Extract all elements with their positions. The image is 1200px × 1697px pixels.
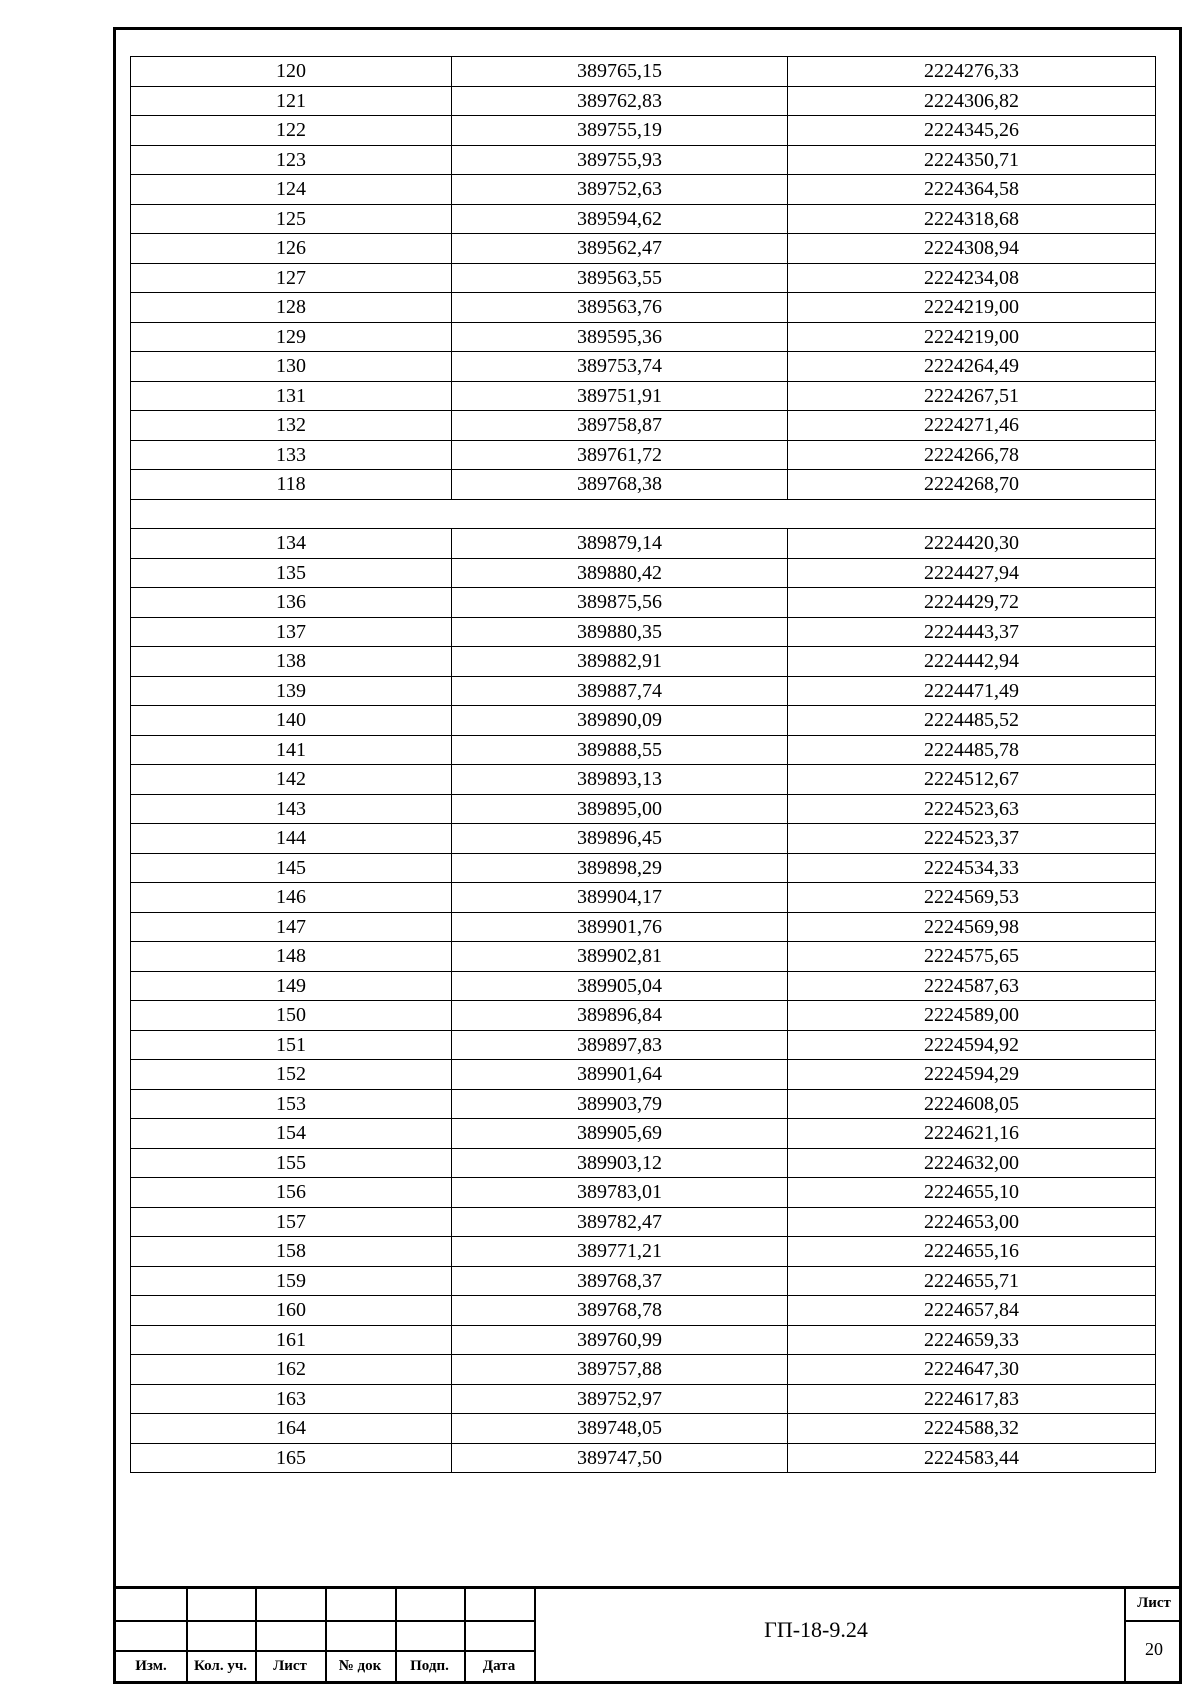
x-coordinate-cell: 389882,91 (452, 647, 788, 677)
table-row (131, 1325, 1156, 1355)
point-number-cell: 133 (131, 440, 452, 470)
table-row (131, 322, 1156, 352)
y-coordinate-cell: 2224219,00 (788, 322, 1156, 352)
x-coordinate-cell: 389751,91 (452, 381, 788, 411)
x-coordinate-cell: 389755,93 (452, 145, 788, 175)
x-coordinate-cell: 389875,56 (452, 588, 788, 618)
point-number-cell: 146 (131, 883, 452, 913)
stamp-col-change: Изм. (135, 1658, 167, 1674)
x-coordinate-cell: 389762,83 (452, 86, 788, 116)
x-coordinate-cell: 389760,99 (452, 1325, 788, 1355)
x-coordinate-cell: 389879,14 (452, 529, 788, 559)
point-number-cell: 126 (131, 234, 452, 264)
title-block (113, 1589, 1182, 1684)
y-coordinate-cell: 2224427,94 (788, 558, 1156, 588)
x-coordinate-cell: 389896,45 (452, 824, 788, 854)
table-row (131, 1148, 1156, 1178)
x-coordinate-cell: 389768,38 (452, 470, 788, 500)
y-coordinate-cell: 2224271,46 (788, 411, 1156, 441)
point-number-cell: 120 (131, 57, 452, 87)
x-coordinate-cell: 389893,13 (452, 765, 788, 795)
table-row (131, 116, 1156, 146)
y-coordinate-cell: 2224523,63 (788, 794, 1156, 824)
table-row (131, 234, 1156, 264)
table-row (131, 145, 1156, 175)
table-row (131, 824, 1156, 854)
stamp-col-count: Кол. уч. (193, 1658, 248, 1674)
table-row (131, 86, 1156, 116)
table-row (131, 1001, 1156, 1031)
point-number-cell: 162 (131, 1355, 452, 1385)
separator-cell (131, 499, 1156, 529)
y-coordinate-cell: 2224420,30 (788, 529, 1156, 559)
y-coordinate-cell: 2224268,70 (788, 470, 1156, 500)
x-coordinate-cell: 389752,97 (452, 1384, 788, 1414)
table-row (131, 1237, 1156, 1267)
stamp-col-doc-number: № док (338, 1658, 382, 1674)
y-coordinate-cell: 2224306,82 (788, 86, 1156, 116)
y-coordinate-cell: 2224267,51 (788, 381, 1156, 411)
y-coordinate-cell: 2224364,58 (788, 175, 1156, 205)
x-coordinate-cell: 389880,42 (452, 558, 788, 588)
x-coordinate-cell: 389903,79 (452, 1089, 788, 1119)
y-coordinate-cell: 2224345,26 (788, 116, 1156, 146)
x-coordinate-cell: 389904,17 (452, 883, 788, 913)
y-coordinate-cell: 2224264,49 (788, 352, 1156, 382)
stamp-col-date: Дата (482, 1658, 516, 1674)
point-number-cell: 123 (131, 145, 452, 175)
x-coordinate-cell: 389563,76 (452, 293, 788, 323)
point-number-cell: 161 (131, 1325, 452, 1355)
x-coordinate-cell: 389887,74 (452, 676, 788, 706)
table-row (131, 529, 1156, 559)
point-number-cell: 164 (131, 1414, 452, 1444)
table-row (131, 1119, 1156, 1149)
y-coordinate-cell: 2224617,83 (788, 1384, 1156, 1414)
y-coordinate-cell: 2224534,33 (788, 853, 1156, 883)
x-coordinate-cell: 389768,37 (452, 1266, 788, 1296)
y-coordinate-cell: 2224587,63 (788, 971, 1156, 1001)
point-number-cell: 163 (131, 1384, 452, 1414)
table-row (131, 883, 1156, 913)
y-coordinate-cell: 2224575,65 (788, 942, 1156, 972)
y-coordinate-cell: 2224266,78 (788, 440, 1156, 470)
point-number-cell: 139 (131, 676, 452, 706)
y-coordinate-cell: 2224219,00 (788, 293, 1156, 323)
x-coordinate-cell: 389755,19 (452, 116, 788, 146)
sheet-label: Лист (1137, 1595, 1171, 1611)
document-code: ГП-18-9.24 (764, 1617, 868, 1642)
table-row (131, 558, 1156, 588)
y-coordinate-cell: 2224523,37 (788, 824, 1156, 854)
point-number-cell: 122 (131, 116, 452, 146)
point-number-cell: 143 (131, 794, 452, 824)
table-row (131, 57, 1156, 87)
point-number-cell: 134 (131, 529, 452, 559)
point-number-cell: 135 (131, 558, 452, 588)
x-coordinate-cell: 389595,36 (452, 322, 788, 352)
y-coordinate-cell: 2224350,71 (788, 145, 1156, 175)
table-row (131, 1266, 1156, 1296)
table-row (131, 765, 1156, 795)
y-coordinate-cell: 2224308,94 (788, 234, 1156, 264)
y-coordinate-cell: 2224621,16 (788, 1119, 1156, 1149)
y-coordinate-cell: 2224443,37 (788, 617, 1156, 647)
point-number-cell: 144 (131, 824, 452, 854)
x-coordinate-cell: 389902,81 (452, 942, 788, 972)
y-coordinate-cell: 2224318,68 (788, 204, 1156, 234)
point-number-cell: 137 (131, 617, 452, 647)
point-number-cell: 152 (131, 1060, 452, 1090)
x-coordinate-cell: 389898,29 (452, 853, 788, 883)
table-row (131, 617, 1156, 647)
x-coordinate-cell: 389562,47 (452, 234, 788, 264)
table-row (131, 352, 1156, 382)
x-coordinate-cell: 389753,74 (452, 352, 788, 382)
x-coordinate-cell: 389757,88 (452, 1355, 788, 1385)
table-row (131, 1060, 1156, 1090)
stamp-col-sheet: Лист (273, 1658, 307, 1674)
table-row (131, 1178, 1156, 1208)
point-number-cell: 153 (131, 1089, 452, 1119)
point-number-cell: 160 (131, 1296, 452, 1326)
x-coordinate-cell: 389747,50 (452, 1443, 788, 1473)
x-coordinate-cell: 389896,84 (452, 1001, 788, 1031)
x-coordinate-cell: 389905,04 (452, 971, 788, 1001)
y-coordinate-cell: 2224594,92 (788, 1030, 1156, 1060)
point-number-cell: 129 (131, 322, 452, 352)
y-coordinate-cell: 2224569,98 (788, 912, 1156, 942)
point-number-cell: 147 (131, 912, 452, 942)
y-coordinate-cell: 2224632,00 (788, 1148, 1156, 1178)
point-number-cell: 149 (131, 971, 452, 1001)
point-number-cell: 136 (131, 588, 452, 618)
table-row (131, 470, 1156, 500)
point-number-cell: 130 (131, 352, 452, 382)
y-coordinate-cell: 2224471,49 (788, 676, 1156, 706)
point-number-cell: 131 (131, 381, 452, 411)
point-number-cell: 158 (131, 1237, 452, 1267)
x-coordinate-cell: 389901,76 (452, 912, 788, 942)
point-number-cell: 154 (131, 1119, 452, 1149)
table-row (131, 912, 1156, 942)
point-number-cell: 165 (131, 1443, 452, 1473)
x-coordinate-cell: 389890,09 (452, 706, 788, 736)
x-coordinate-cell: 389765,15 (452, 57, 788, 87)
table-row (131, 1089, 1156, 1119)
x-coordinate-cell: 389752,63 (452, 175, 788, 205)
separator-row (131, 499, 1156, 529)
table-row (131, 853, 1156, 883)
x-coordinate-cell: 389594,62 (452, 204, 788, 234)
table-row (131, 647, 1156, 677)
x-coordinate-cell: 389895,00 (452, 794, 788, 824)
y-coordinate-cell: 2224429,72 (788, 588, 1156, 618)
table-row (131, 706, 1156, 736)
point-number-cell: 140 (131, 706, 452, 736)
y-coordinate-cell: 2224485,52 (788, 706, 1156, 736)
y-coordinate-cell: 2224442,94 (788, 647, 1156, 677)
table-row (131, 676, 1156, 706)
y-coordinate-cell: 2224583,44 (788, 1443, 1156, 1473)
table-row (131, 942, 1156, 972)
table-row (131, 1296, 1156, 1326)
y-coordinate-cell: 2224276,33 (788, 57, 1156, 87)
point-number-cell: 132 (131, 411, 452, 441)
y-coordinate-cell: 2224647,30 (788, 1355, 1156, 1385)
y-coordinate-cell: 2224657,84 (788, 1296, 1156, 1326)
x-coordinate-cell: 389783,01 (452, 1178, 788, 1208)
point-number-cell: 121 (131, 86, 452, 116)
y-coordinate-cell: 2224569,53 (788, 883, 1156, 913)
table-row (131, 735, 1156, 765)
point-number-cell: 145 (131, 853, 452, 883)
y-coordinate-cell: 2224655,10 (788, 1178, 1156, 1208)
coordinates-table (130, 56, 1156, 1473)
table-row (131, 794, 1156, 824)
table-row (131, 1414, 1156, 1444)
point-number-cell: 148 (131, 942, 452, 972)
x-coordinate-cell: 389903,12 (452, 1148, 788, 1178)
table-row (131, 440, 1156, 470)
point-number-cell: 151 (131, 1030, 452, 1060)
point-number-cell: 141 (131, 735, 452, 765)
y-coordinate-cell: 2224485,78 (788, 735, 1156, 765)
point-number-cell: 138 (131, 647, 452, 677)
x-coordinate-cell: 389768,78 (452, 1296, 788, 1326)
sheet-number: 20 (1145, 1639, 1163, 1659)
x-coordinate-cell: 389888,55 (452, 735, 788, 765)
point-number-cell: 127 (131, 263, 452, 293)
y-coordinate-cell: 2224594,29 (788, 1060, 1156, 1090)
x-coordinate-cell: 389897,83 (452, 1030, 788, 1060)
table-row (131, 588, 1156, 618)
y-coordinate-cell: 2224608,05 (788, 1089, 1156, 1119)
table-row (131, 1355, 1156, 1385)
y-coordinate-cell: 2224655,16 (788, 1237, 1156, 1267)
table-row (131, 1443, 1156, 1473)
point-number-cell: 142 (131, 765, 452, 795)
table-row (131, 1384, 1156, 1414)
y-coordinate-cell: 2224653,00 (788, 1207, 1156, 1237)
x-coordinate-cell: 389563,55 (452, 263, 788, 293)
x-coordinate-cell: 389748,05 (452, 1414, 788, 1444)
table-row (131, 1207, 1156, 1237)
x-coordinate-cell: 389901,64 (452, 1060, 788, 1090)
point-number-cell: 124 (131, 175, 452, 205)
table-row (131, 293, 1156, 323)
table-row (131, 381, 1156, 411)
table-row (131, 175, 1156, 205)
y-coordinate-cell: 2224659,33 (788, 1325, 1156, 1355)
point-number-cell: 118 (131, 470, 452, 500)
y-coordinate-cell: 2224589,00 (788, 1001, 1156, 1031)
y-coordinate-cell: 2224234,08 (788, 263, 1156, 293)
x-coordinate-cell: 389880,35 (452, 617, 788, 647)
y-coordinate-cell: 2224655,71 (788, 1266, 1156, 1296)
point-number-cell: 150 (131, 1001, 452, 1031)
x-coordinate-cell: 389905,69 (452, 1119, 788, 1149)
table-row (131, 204, 1156, 234)
point-number-cell: 128 (131, 293, 452, 323)
x-coordinate-cell: 389782,47 (452, 1207, 788, 1237)
stamp-col-signature: Подп. (410, 1658, 449, 1674)
point-number-cell: 159 (131, 1266, 452, 1296)
table-row (131, 411, 1156, 441)
point-number-cell: 155 (131, 1148, 452, 1178)
table-row (131, 1030, 1156, 1060)
x-coordinate-cell: 389771,21 (452, 1237, 788, 1267)
y-coordinate-cell: 2224588,32 (788, 1414, 1156, 1444)
table-row (131, 971, 1156, 1001)
point-number-cell: 156 (131, 1178, 452, 1208)
point-number-cell: 125 (131, 204, 452, 234)
point-number-cell: 157 (131, 1207, 452, 1237)
y-coordinate-cell: 2224512,67 (788, 765, 1156, 795)
x-coordinate-cell: 389758,87 (452, 411, 788, 441)
table-row (131, 263, 1156, 293)
x-coordinate-cell: 389761,72 (452, 440, 788, 470)
